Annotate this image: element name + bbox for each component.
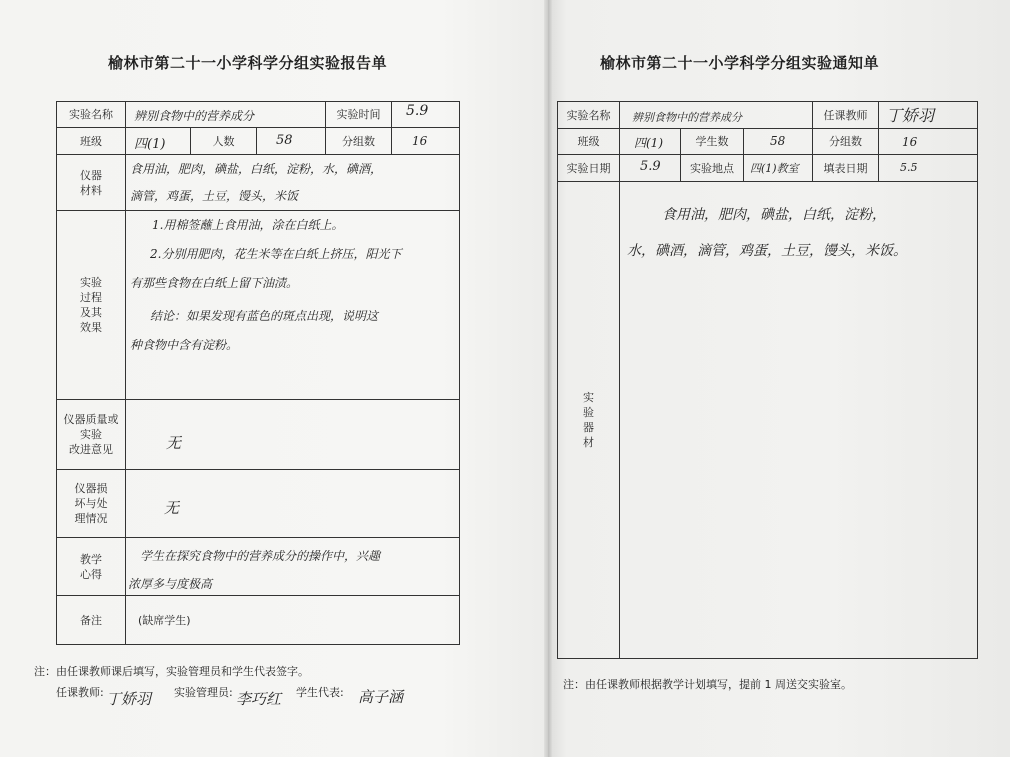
remarks-text: (缺席学生)	[138, 613, 191, 627]
handwritten-people: 58	[276, 133, 293, 148]
value-remarks-cell	[125, 595, 460, 645]
label-notice-teacher: 任课教师	[812, 101, 879, 129]
label-notice-groups: 分组数	[812, 128, 879, 155]
handwritten-class: 四(1)	[134, 137, 166, 152]
label-quality: 仪器质量或 实验 改进意见	[56, 399, 126, 470]
handwritten-notice-groups: 16	[902, 135, 918, 149]
handwritten-process-line-1: 1.用棉签蘸上食用油，涂在白纸上。	[152, 218, 344, 232]
handwritten-notice-class: 四(1)	[634, 136, 663, 150]
handwritten-notice-teacher: 丁娇羽	[886, 106, 935, 125]
admin-signature: 李巧红	[236, 690, 282, 708]
handwritten-damage: 无	[164, 499, 180, 517]
handwritten-notice-filled-date: 5.5	[900, 161, 918, 174]
handwritten-experiment-time: 5.9	[406, 103, 429, 119]
admin-signature-label: 实验管理员:	[174, 686, 233, 699]
label-notice-date: 实验日期	[557, 154, 620, 182]
label-people: 人数	[190, 127, 257, 155]
handwritten-quality: 无	[166, 434, 182, 452]
handwritten-notice-date: 5.9	[640, 159, 661, 174]
handwritten-notice-materials-line-2: 水，碘酒，滴管，鸡蛋，土豆，馒头，米饭。	[627, 243, 907, 259]
report-title: 榆林市第二十一小学科学分组实验报告单	[108, 54, 388, 72]
label-damage: 仪器损 坏与处 理情况	[56, 469, 126, 538]
report-footnote: 注：由任课教师课后填写，实验管理员和学生代表签字。	[34, 665, 309, 678]
notice-title: 榆林市第二十一小学科学分组实验通知单	[600, 54, 880, 72]
handwritten-notice-students: 58	[770, 134, 786, 148]
notice-footnote: 注：由任课教师根据教学计划填写，提前 1 周送交实验室。	[563, 678, 852, 691]
page-fold-shadow	[544, 0, 552, 757]
teacher-signature: 丁娇羽	[106, 690, 152, 708]
student-signature: 高子涵	[358, 688, 404, 706]
handwritten-equipment-line-1: 食用油，肥肉，碘盐，白纸，淀粉，水，碘酒，	[130, 162, 383, 176]
label-experiment-time: 实验时间	[325, 101, 392, 128]
label-notice-place: 实验地点	[680, 154, 744, 182]
label-remarks: 备注	[56, 595, 126, 645]
teacher-signature-label: 任课教师:	[56, 686, 104, 699]
handwritten-process-line-4: 结论：如果发现有蓝色的斑点出现，说明这	[150, 309, 379, 323]
value-notice-groups-cell	[878, 128, 978, 155]
handwritten-notice-experiment-name: 辨别食物中的营养成分	[632, 111, 742, 124]
label-notice-materials: 实 验 器 材	[557, 181, 620, 659]
student-signature-label: 学生代表:	[296, 686, 344, 699]
handwritten-notice-materials-line-1: 食用油，肥肉，碘盐，白纸，淀粉，	[662, 207, 886, 223]
handwritten-equipment-line-2: 滴管，鸡蛋，土豆，馒头，米饭	[130, 189, 299, 203]
label-notice-class: 班级	[557, 128, 620, 155]
handwritten-reflection-line-1: 学生在探究食物中的营养成分的操作中，兴趣	[140, 549, 381, 563]
label-notice-students: 学生数	[680, 128, 744, 155]
handwritten-reflection-line-2: 浓厚多与度极高	[128, 577, 213, 591]
handwritten-notice-place: 四(1)教室	[750, 162, 799, 175]
label-groups: 分组数	[325, 127, 392, 155]
handwritten-process-line-2: 2.分别用肥肉，花生米等在白纸上挤压，阳光下	[150, 247, 402, 261]
handwritten-groups: 16	[412, 134, 428, 148]
label-experiment-name: 实验名称	[56, 101, 126, 128]
value-process-cell	[125, 210, 460, 400]
handwritten-process-line-3: 有那些食物在白纸上留下油渍。	[130, 276, 299, 290]
label-equipment: 仪器 材料	[56, 154, 126, 211]
label-notice-filled-date: 填表日期	[812, 154, 879, 182]
value-notice-filled-date-cell	[878, 154, 978, 182]
handwritten-experiment-name: 辨别食物中的营养成分	[134, 109, 255, 123]
label-class: 班级	[56, 127, 126, 155]
label-reflection: 教学 心得	[56, 537, 126, 596]
handwritten-process-line-5: 种食物中含有淀粉。	[130, 338, 239, 352]
label-process: 实验 过程 及其 效果	[56, 210, 126, 400]
label-notice-experiment-name: 实验名称	[557, 101, 620, 129]
